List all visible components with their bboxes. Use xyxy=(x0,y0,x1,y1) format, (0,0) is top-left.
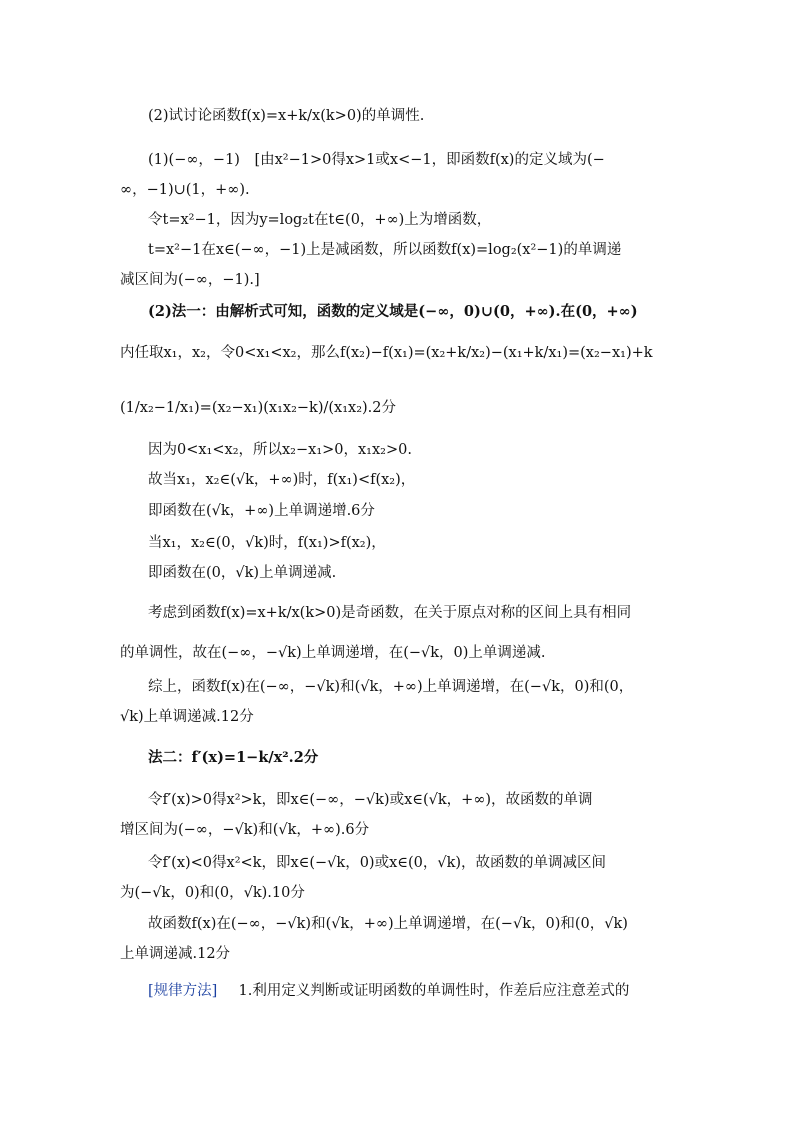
method-tag: [规律方法] xyxy=(148,983,218,999)
problem-statement: (2)试讨论函数f(x)=x+k/x(k>0)的单调性. xyxy=(148,108,425,124)
answer-line: 令f′(x)<0得x²<k，即x∈(−√k，0)或x∈(0，√k)，故函数的单调减区间 xyxy=(148,855,607,871)
answer-line: 当x₁，x₂∈(0，√k)时，f(x₁)>f(x₂)， xyxy=(148,535,386,551)
answer-line: 令f′(x)>0得x²>k，即x∈(−∞，−√k)或x∈(√k，+∞)，故函数的单调 xyxy=(148,792,593,808)
method-summary-text: 1.利用定义判断或证明函数的单调性时，作差后应注意差式的 xyxy=(238,983,630,999)
answer-line: (1/x₂−1/x₁)=(x₂−x₁)(x₁x₂−k)/(x₁x₂).2分 xyxy=(120,400,397,416)
answer-line: 减区间为(−∞，−1).] xyxy=(120,272,260,288)
answer-line: 故当x₁，x₂∈(√k，+∞)时，f(x₁)<f(x₂)， xyxy=(148,472,416,488)
answer-line: 因为0<x₁<x₂，所以x₂−x₁>0，x₁x₂>0. xyxy=(148,442,412,458)
answer-line: 上单调递减.12分 xyxy=(120,946,231,962)
answer-line: t=x²−1在x∈(−∞，−1)上是减函数，所以函数f(x)=log₂(x²−1)的单调递 xyxy=(148,242,622,258)
answer-line: 内任取x₁，x₂，令0<x₁<x₂，那么f(x₂)−f(x₁)=(x₂+k/x₂)−(x₁+k/x₁)=(x₂−x₁)+k xyxy=(120,345,653,361)
answer-line: 考虑到函数f(x)=x+k/x(k>0)是奇函数，在关于原点对称的区间上具有相同 xyxy=(148,605,632,621)
method-one-heading: (2)法一：由解析式可知，函数的定义域是(−∞，0)∪(0，+∞).在(0，+∞) xyxy=(148,303,638,320)
answer-line: 故函数f(x)在(−∞，−√k)和(√k，+∞)上单调递增，在(−√k，0)和(0，√k) xyxy=(148,916,628,932)
method-two-heading: 法二：f′(x)=1−k/x².2分 xyxy=(148,749,319,766)
answer-line: 即函数在(√k，+∞)上单调递增.6分 xyxy=(148,503,375,519)
answer-line: (1)(−∞，−1) [由x²−1>0得x>1或x<−1，即函数f(x)的定义域为(− xyxy=(148,152,605,168)
method-summary-line xyxy=(0,981,794,1001)
answer-line: 为(−√k，0)和(0，√k).10分 xyxy=(120,885,305,901)
answer-line: 令t=x²−1，因为y=log₂t在t∈(0，+∞)上为增函数， xyxy=(148,212,492,228)
answer-line: 的单调性，故在(−∞，−√k)上单调递增，在(−√k，0)上单调递减. xyxy=(120,645,546,661)
answer-line: 增区间为(−∞，−√k)和(√k，+∞).6分 xyxy=(120,822,370,838)
answer-line: 综上，函数f(x)在(−∞，−√k)和(√k，+∞)上单调递增，在(−√k，0)和(0， xyxy=(148,679,634,695)
answer-line: 即函数在(0，√k)上单调递减. xyxy=(148,565,337,581)
answer-line: √k)上单调递减.12分 xyxy=(120,709,254,725)
answer-line: ∞，−1)∪(1，+∞). xyxy=(120,182,250,198)
